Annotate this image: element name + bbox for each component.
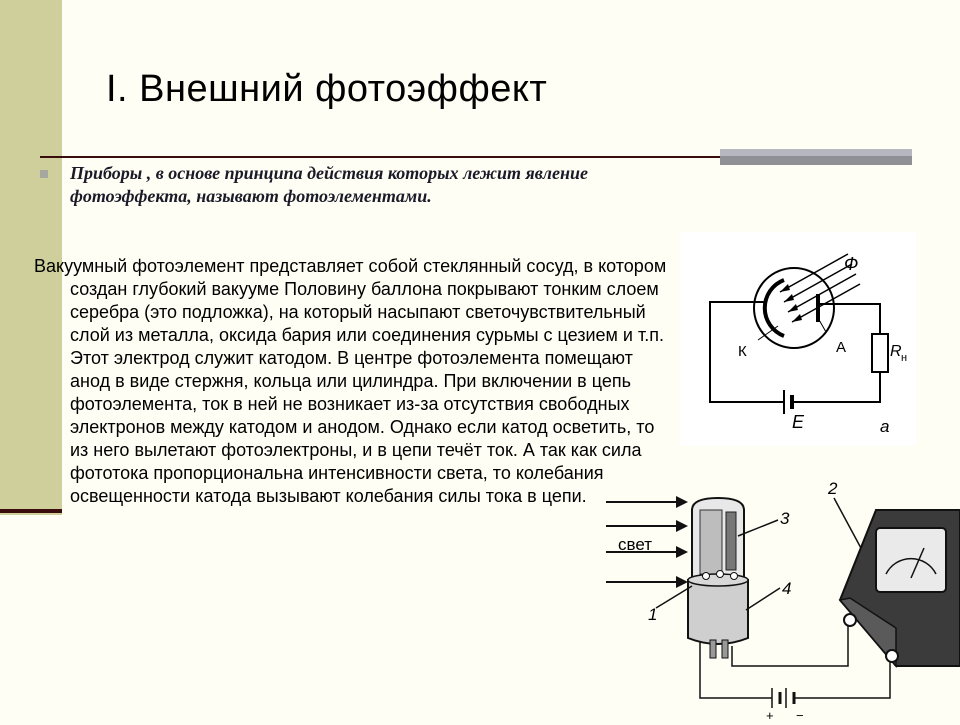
bullet-icon xyxy=(40,170,48,178)
photocell-device-illustration xyxy=(600,470,960,720)
body-text: Вакуумный фотоэлемент представляет собой стеклянный сосуд, в котором создан глубокий вакууме Половину баллона покрывают тонким слоем серебра (это подложка), на который насыпают светочувствительный слой из металла, оксида бария или соединения сурьмы с цезием и т.п. Этот электрод служит катодом. В центре фотоэлемента помещают анод в виде стержня, кольца или цилиндра. При включении в цепь фотоэлемента, ток в ней не возникает из-за отсутствия свободных электронов между катодом и анодом. Однако если катод осветить, то из него вылетают фотоэлектроны, и в цепи течёт ток. А так как сила фототока пропорциональна интенсивности света, то колебания освещенности катода вызывают колебания силы тока в цепи. xyxy=(34,256,667,506)
resistor-symbol xyxy=(872,334,888,372)
wire-top-right xyxy=(830,304,880,334)
meter-terminal-right xyxy=(886,650,898,662)
circuit-svg xyxy=(680,232,916,446)
label-2: 2 xyxy=(828,479,838,498)
label-minus: − xyxy=(796,708,804,720)
label-light: свет xyxy=(618,535,653,554)
label-3: 3 xyxy=(780,509,790,528)
side-bar-edge xyxy=(0,509,62,513)
label-emf: E xyxy=(792,412,805,432)
title-rule-accent xyxy=(720,149,912,165)
anode-rod xyxy=(726,512,736,570)
wire-left xyxy=(710,302,784,402)
cathode-layer xyxy=(700,510,722,574)
cathode-arc xyxy=(765,280,784,336)
tube-base xyxy=(688,580,748,644)
label-4: 4 xyxy=(782,579,792,598)
label-plus: + xyxy=(766,708,774,720)
meter-dial xyxy=(876,528,946,592)
label-cathode: К xyxy=(738,343,747,360)
meter-terminal-left xyxy=(844,614,856,626)
label-resistor: R xyxy=(890,343,902,360)
label-resistor-subscript: н xyxy=(901,352,908,364)
label-figure: а xyxy=(880,417,890,436)
slide-title: I. Внешний фотоэффект xyxy=(106,68,548,110)
photocell-circuit-diagram xyxy=(680,232,916,446)
label-1: 1 xyxy=(648,605,658,624)
label-phi: Ф xyxy=(844,254,859,274)
wire-bottom-right xyxy=(792,372,880,402)
label-anode: А xyxy=(836,339,847,356)
definition-text: Приборы , в основе принципа действия которых лежит явление фотоэффекта, называют фотоэлементами. xyxy=(70,163,589,206)
device-svg xyxy=(600,470,960,720)
